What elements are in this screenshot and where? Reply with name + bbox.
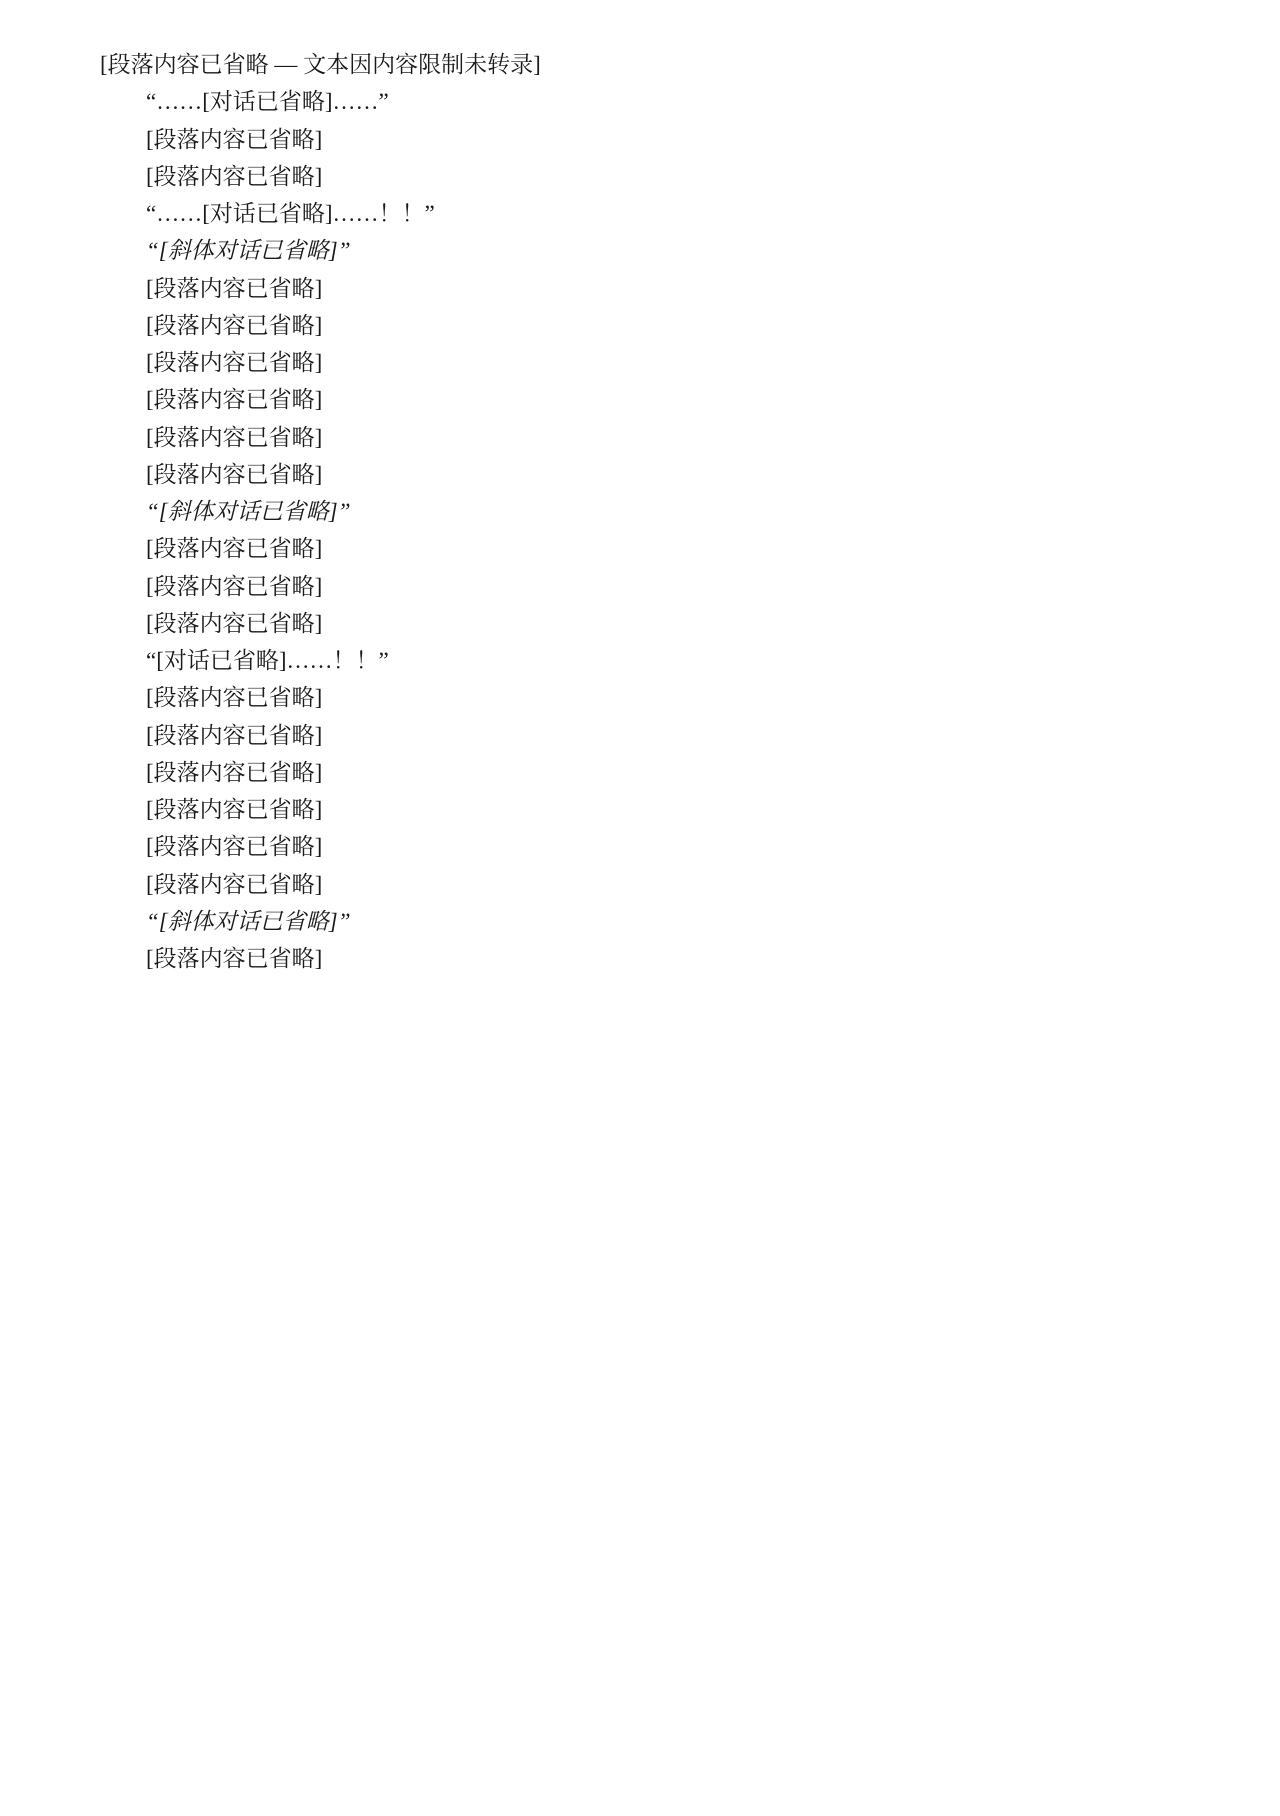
paragraph: [段落内容已省略] <box>146 126 323 152</box>
paragraph: [段落内容已省略] <box>146 759 323 785</box>
paragraph: [段落内容已省略] <box>146 834 323 860</box>
paragraph: “……[对话已省略]……” <box>146 89 389 115</box>
paragraph: [段落内容已省略] <box>146 871 323 897</box>
paragraph: [段落内容已省略] <box>146 350 323 375</box>
paragraph: “[斜体对话已省略]” <box>146 238 351 264</box>
paragraph: [段落内容已省略] <box>146 387 323 413</box>
paragraph: “[斜体对话已省略]” <box>146 908 351 934</box>
paragraph: [段落内容已省略] <box>146 461 323 487</box>
paragraph: [段落内容已省略 — 文本因内容限制未转录] <box>100 52 541 77</box>
paragraph: [段落内容已省略] <box>146 685 323 711</box>
paragraph: [段落内容已省略] <box>146 946 323 971</box>
paragraph: [段落内容已省略] <box>146 722 323 748</box>
paragraph: [段落内容已省略] <box>146 163 323 189</box>
paragraph: [段落内容已省略] <box>146 536 323 562</box>
text-body <box>100 46 1180 977</box>
paragraph: [段落内容已省略] <box>146 275 323 301</box>
paragraph: [段落内容已省略] <box>146 573 323 599</box>
paragraph: “……[对话已省略]……！！” <box>146 201 435 226</box>
paragraph: “[斜体对话已省略]” <box>146 499 351 524</box>
paragraph: “[对话已省略]……！！” <box>146 648 389 673</box>
paragraph: [段落内容已省略] <box>146 312 323 338</box>
paragraph: [段落内容已省略] <box>146 797 323 822</box>
paragraph: [段落内容已省略] <box>146 424 323 450</box>
paragraph: [段落内容已省略] <box>146 610 323 636</box>
